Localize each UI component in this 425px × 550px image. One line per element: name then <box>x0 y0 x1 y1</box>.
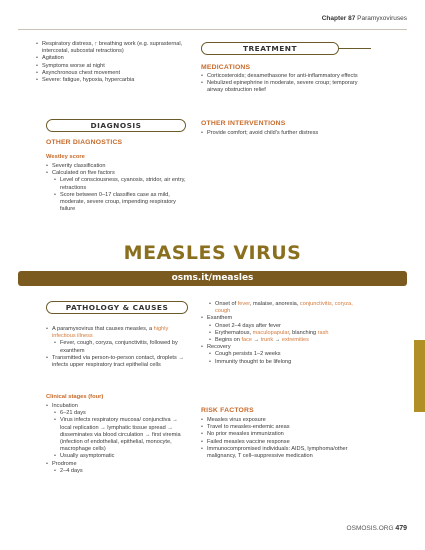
list-item: • Fever, cough, coryza, conjunctivitis, followed by exanthem <box>46 340 192 354</box>
header-divider <box>18 29 407 30</box>
text-run: → <box>252 337 261 344</box>
westley-score-list <box>46 163 188 213</box>
section-title: MEASLES VIRUS <box>123 242 302 264</box>
highlight-text: fever <box>237 301 250 307</box>
highlight-text: conjunctivitis, coryza, cough <box>215 301 353 315</box>
list-item: • Immunity thought to be lifelong <box>201 359 361 366</box>
list-item: • Virus infects respiratory mucosa/ conjunctiva → local replication → lymphatic tissue spread → disseminates via blood circulation → first viremia (infection of endothelial, epithelial, monocyte, macrophage cells) <box>46 417 190 453</box>
list-item: • Asynchronous chest movement <box>36 70 186 77</box>
list-item: • 6–21 days <box>46 410 190 417</box>
list-item <box>46 326 192 340</box>
clinical-stages-list <box>46 403 190 475</box>
list-item: • Usually asymptomatic <box>46 453 190 460</box>
list-item: • Corticosteroids; dexamethasone for anti-inflammatory effects <box>201 73 366 80</box>
diagnosis-box-title: DIAGNOSIS <box>46 119 186 132</box>
chapter-number: Chapter 87 <box>321 15 356 22</box>
list-item: • Exanthem <box>201 315 361 322</box>
text-run: , blanching <box>289 329 318 336</box>
highlight-text: maculopapular <box>252 329 290 336</box>
list-item: • Measles virus exposure <box>201 417 361 424</box>
text-run: , malaise, anorexia, <box>249 301 300 307</box>
text-run: Erythematous, <box>215 329 253 336</box>
osmosis-link-banner[interactable]: osms.it/measles <box>18 271 407 286</box>
highlight-text: extremities <box>281 337 309 344</box>
highlight-text: face <box>241 337 253 344</box>
chapter-title: Paramyxoviruses <box>357 15 407 22</box>
page-header <box>322 15 407 22</box>
westley-score-title: Westley score <box>46 154 85 160</box>
list-item: • Severe: fatigue, hypoxia, hypercarbia <box>36 77 186 84</box>
risk-factors-list <box>201 417 361 460</box>
clinical-stages-title: Clinical stages (four) <box>46 394 104 400</box>
pathology-box-title: PATHOLOGY & CAUSES <box>46 301 188 314</box>
list-item: • Prodrome <box>46 461 190 468</box>
pathology-list <box>46 326 192 369</box>
medications-list <box>201 73 366 95</box>
medications-heading: MEDICATIONS <box>201 64 251 71</box>
treatment-box-title: TREATMENT <box>201 42 339 55</box>
list-item: • Calculated on five factors <box>46 170 188 177</box>
list-item: • Recovery <box>201 344 361 351</box>
list-item: • Immunocompromised individuals: AIDS, lymphoma/other malignancy, T cell–suppressive medication <box>201 446 361 460</box>
footer-site: OSMOSIS.ORG <box>346 525 394 532</box>
highlight-text: highly infectious illness <box>52 326 169 340</box>
stages-continued-list <box>201 301 361 366</box>
highlight-text: trunk <box>260 337 274 344</box>
list-item: • Symptoms worse at night <box>36 63 186 70</box>
list-item <box>201 337 361 344</box>
list-item: • Failed measles vaccine response <box>201 439 361 446</box>
page-number: 479 <box>395 525 407 532</box>
other-interventions-list <box>201 130 341 137</box>
text-run: Onset of <box>215 301 238 307</box>
intro-text: A paramyxovirus that causes measles, a <box>52 326 154 332</box>
list-item: • Provide comfort; avoid child’s further distress <box>201 130 341 137</box>
list-item: • Travel to measles-endemic areas <box>201 424 361 431</box>
list-item: • Agitation <box>36 55 186 62</box>
page-footer <box>347 525 407 532</box>
list-item: • Level of consciousness, cyanosis, stridor, air entry, retractions <box>46 177 188 191</box>
list-item <box>201 301 361 315</box>
list-item: • Severity classification <box>46 163 188 170</box>
list-item: • 2–4 days <box>46 468 190 475</box>
chapter-side-tab <box>414 340 425 412</box>
text-run: → <box>273 337 282 344</box>
other-diagnostics-heading: OTHER DIAGNOSTICS <box>46 139 123 146</box>
list-item: • Respiratory distress, ↑ breathing work (e.g. suprasternal, intercostal, subcostal retractions) <box>36 41 186 55</box>
list-item: • No prior measles immunization <box>201 431 361 438</box>
list-item: • Cough persists 1–2 weeks <box>201 351 361 358</box>
risk-factors-heading: RISK FACTORS <box>201 407 254 414</box>
croup-symptom-list <box>36 41 186 84</box>
list-item: • Onset 2–4 days after fever <box>201 323 361 330</box>
list-item: • Transmitted via person-to-person contact, droplets → infects upper respiratory tract epithelial cells <box>46 355 192 369</box>
list-item <box>201 330 361 337</box>
list-item: • Nebulized epinephrine in moderate, severe croup; temporary airway obstruction relief <box>201 80 366 94</box>
list-item: • Score between 0–17 classifies case as mild, moderate, severe croup, impending respiratory failure <box>46 192 188 214</box>
other-interventions-heading: OTHER INTERVENTIONS <box>201 120 286 127</box>
list-item: • Incubation <box>46 403 190 410</box>
text-run: Begins on <box>215 337 242 344</box>
highlight-text: rash <box>317 329 329 336</box>
